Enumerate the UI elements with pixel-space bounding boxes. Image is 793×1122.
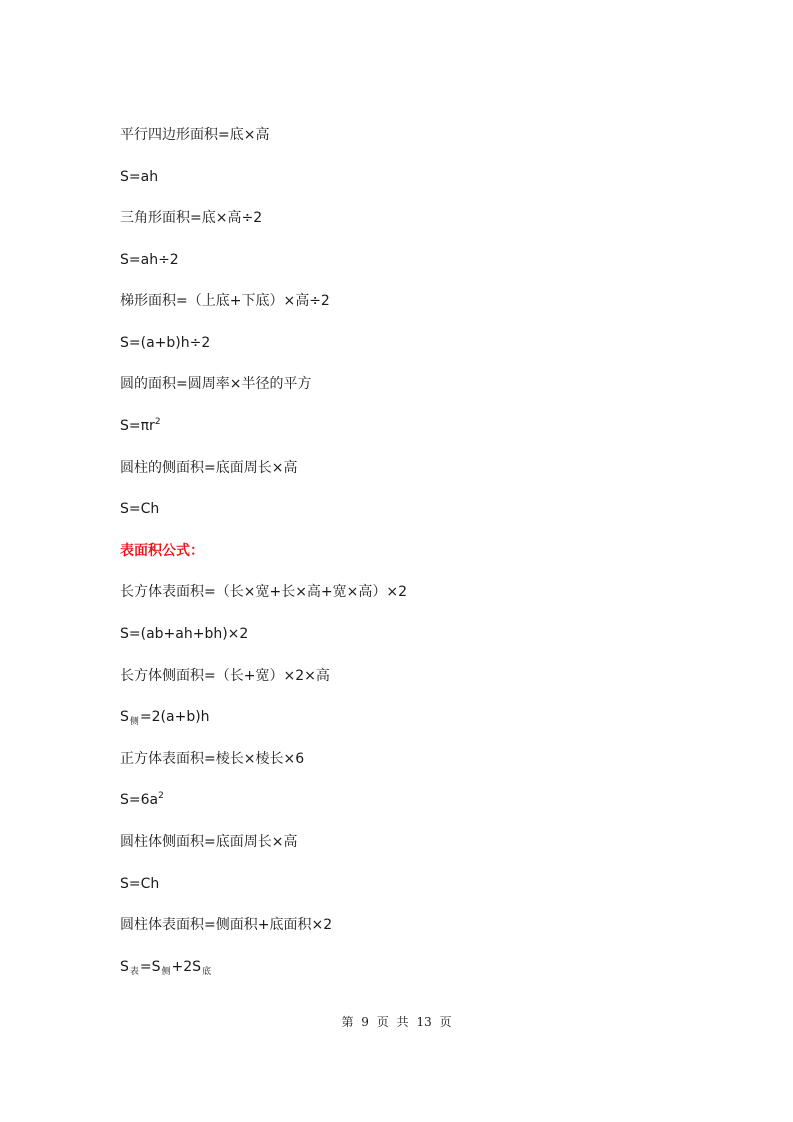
parallelogram-area-formula: S=ah <box>120 169 159 185</box>
cuboid-lateral-s: S <box>120 709 129 725</box>
circle-area-formula <box>120 416 161 438</box>
cylinder-surface-sub3: 底 <box>202 967 212 977</box>
circle-formula-base: S=πr <box>120 418 155 434</box>
cylinder-surface-sub2: 侧 <box>161 967 171 977</box>
footer-total-label: 共 <box>396 1015 409 1029</box>
footer-page-label: 页 <box>376 1015 389 1029</box>
cube-surface-area-text: 正方体表面积=棱长×棱长×6 <box>120 751 305 767</box>
footer-page-number: 9 <box>361 1015 369 1029</box>
cylinder-surface-sub1: 表 <box>129 967 139 977</box>
cube-formula-base: S=6a <box>120 792 159 808</box>
cylinder-lateral-area-formula: S=Ch <box>120 501 160 517</box>
cuboid-surface-area-formula: S=(ab+ah+bh)×2 <box>120 626 249 642</box>
triangle-area-text: 三角形面积=底×高÷2 <box>120 210 263 226</box>
cylinder-lateral-area-text: 圆柱的侧面积=底面周长×高 <box>120 460 298 476</box>
parallelogram-area-text: 平行四边形面积=底×高 <box>120 127 270 143</box>
cube-formula-exponent: 2 <box>158 791 164 801</box>
cuboid-lateral-area-formula <box>120 707 210 729</box>
trapezoid-area-text: 梯形面积=（上底+下底）×高÷2 <box>120 293 330 309</box>
circle-formula-exponent: 2 <box>154 417 161 427</box>
cube-surface-area-formula <box>120 790 164 812</box>
footer-prefix: 第 <box>341 1015 354 1029</box>
cylinder-surface-mid2: +2S <box>171 959 202 975</box>
trapezoid-area-formula: S=(a+b)h÷2 <box>120 335 211 351</box>
cylinder-surface-mid: =S <box>139 959 161 975</box>
footer-suffix: 页 <box>439 1015 452 1029</box>
cylinder-lateral-area-formula-2: S=Ch <box>120 876 160 892</box>
cuboid-lateral-area-text: 长方体侧面积=（长+宽）×2×高 <box>120 668 330 684</box>
surface-area-heading: 表面积公式： <box>120 543 204 559</box>
circle-area-text: 圆的面积=圆周率×半径的平方 <box>120 376 312 392</box>
cylinder-surface-area-text: 圆柱体表面积=侧面积+底面积×2 <box>120 917 333 933</box>
cuboid-surface-area-text: 长方体表面积=（长×宽+长×高+宽×高）×2 <box>120 584 408 600</box>
page-footer <box>0 1013 793 1031</box>
cylinder-surface-area-formula <box>120 957 212 979</box>
footer-total-pages: 13 <box>416 1015 432 1029</box>
cuboid-lateral-subscript: 侧 <box>129 717 139 727</box>
triangle-area-formula: S=ah÷2 <box>120 252 179 268</box>
cylinder-surface-s1: S <box>120 959 129 975</box>
cylinder-lateral-area-text-2: 圆柱体侧面积=底面周长×高 <box>120 834 298 850</box>
cuboid-lateral-rest: =2(a+b)h <box>139 709 210 725</box>
